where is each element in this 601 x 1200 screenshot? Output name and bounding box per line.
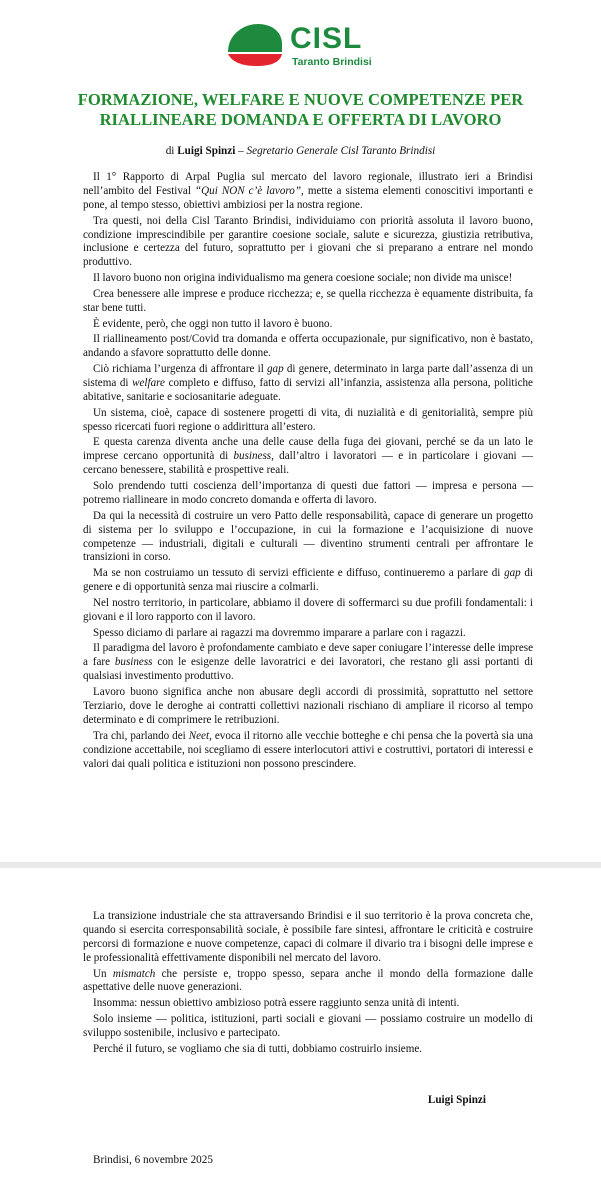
emphasis-text: “Qui NON c’è lavoro”: [194, 184, 301, 197]
paragraph-text: Insomma: nessun obiettivo ambizioso potrà essere raggiunto senza unità di intenti.: [93, 997, 460, 1010]
paragraph: [83, 215, 533, 271]
paragraph: [83, 407, 533, 435]
paragraph: [83, 318, 533, 332]
paragraph: [83, 171, 533, 213]
paragraph-text: Perché il futuro, se vogliamo che sia di tutti, dobbiamo costruirlo insieme.: [93, 1042, 423, 1055]
paragraph: [83, 910, 533, 966]
paragraph: [83, 686, 533, 728]
paragraph: [83, 730, 533, 772]
byline: [20, 144, 581, 158]
paragraph: [83, 363, 533, 405]
emphasis-text: gap: [266, 363, 284, 376]
dateline: Brindisi, 6 novembre 2025: [93, 1154, 213, 1166]
paragraph-text: Il 1° Rapporto di Arpal Puglia sul mercato del lavoro regionale, illustrato ieri a Brindisi nell’ambito del Festival: [83, 171, 533, 197]
paragraph: [83, 1013, 533, 1041]
byline-role: Segretario Generale Cisl Taranto Brindisi: [246, 145, 436, 157]
title-line: RIALLINEARE DOMANDA E OFFERTA DI LAVORO: [99, 110, 502, 129]
paragraph: [83, 1043, 533, 1057]
emphasis-text: welfare: [132, 377, 165, 390]
cisl-logo-mark-icon: [226, 22, 286, 66]
paragraph-text: È evidente, però, che oggi non tutto il lavoro è buono.: [93, 317, 333, 330]
emphasis-text: gap: [504, 567, 521, 580]
paragraph-text: , dall’altro i lavoratori — e in particolare i giovani — cercano benessere, stabilità e prospettive reali.: [83, 450, 533, 477]
paragraph-text: Crea benessere alle imprese e produce ricchezza; e, se quella ricchezza è equamente distribuita, fa star bene tutti.: [83, 287, 533, 314]
paragraph-text: Ma se non costruiamo un tessuto di servizi efficiente e diffuso, continueremo a parlare di: [93, 567, 505, 580]
byline-prefix: di: [165, 145, 178, 157]
paragraph-text: di genere e di opportunità senza mai riuscire a colmarli.: [83, 567, 534, 594]
paragraph-text: Lavoro buono significa anche non abusare degli accordi di prossimità, soprattutto nel settore Terziario, dove le deroghe ai contratti collettivi nazionali rischiano di ampliare il ricorso al tempo determinato e di comprimere le retribuzioni.: [83, 686, 533, 726]
paragraph-text: La transizione industriale che sta attraversando Brindisi e il suo territorio è la prova concreta che, quando si esercita corresponsabilità sociale, è possibile fare sintesi, affrontare le criticità e costruire percorsi di formazione e nuove competenze, capaci di colmare il divario tra i bisogni delle imprese e le professionalità effettivamente disponibili nel mercato del lavoro.: [83, 910, 533, 964]
paragraph: [83, 968, 533, 996]
page-title: [20, 90, 581, 130]
paragraph-text: Il paradigma del lavoro è profondamente cambiato e deve saper coniugare l’interesse delle imprese a fare: [83, 642, 533, 669]
paragraph: [83, 333, 533, 361]
paragraph-text: Tra questi, noi della Cisl Taranto Brindisi, individuiamo con priorità assoluta il lavoro buono, condizione imprescindibile per garantire coesione sociale, salute e sicurezza, giustizia retributiva, inclusione e certezza del futuro, soprattutto per i giovani che si preparano a entrare nel mondo produttivo.: [83, 214, 533, 269]
paragraph-text: che persiste e, troppo spesso, separa anche il mondo della formazione dalle aspettative delle nuove generazioni.: [83, 967, 533, 994]
paragraph-text: Solo prendendo tutti coscienza dell’importanza di questi due fattori — impresa e persona — potremo riallineare in modo concreto domanda e offerta di lavoro.: [83, 480, 533, 506]
article-body-page-2: [83, 910, 533, 1059]
paragraph-text: Da qui la necessità di costruire un vero Patto delle responsabilità, capace di generare un progetto di sistema per lo sviluppo e l’occupazione, in cui la formazione e l’acquisizione di nuove competenze — industriali, digitali e culturali — diventino strumenti centrali per affrontare le transizioni in corso.: [83, 509, 533, 564]
emphasis-text: business: [233, 450, 272, 463]
paragraph-text: completo e diffuso, fatto di servizi all’infanzia, assistenza alla persona, politiche abitative, sanitarie e sociosanitarie adeguate.: [83, 377, 533, 403]
paragraph-text: , mette a sistema elementi conoscitivi importanti e pone, al tempo stesso, obiettivi ambiziosi per la nostra regione.: [83, 184, 533, 211]
logo-subtitle: Taranto Brindisi: [292, 56, 372, 68]
emphasis-text: business: [114, 656, 153, 669]
paragraph: [83, 436, 533, 478]
article-body-page-1: [83, 171, 533, 773]
paragraph: [83, 288, 533, 316]
signature: Luigi Spinzi: [427, 1094, 486, 1106]
paragraph: [83, 510, 533, 566]
paragraph-text: Nel nostro territorio, in particolare, abbiamo il dovere di soffermarci su due profili fondamentali: i giovani e il loro rapporto con il lavoro.: [83, 596, 533, 623]
paragraph: [83, 642, 533, 684]
paragraph-text: con le esigenze delle lavoratrici e dei lavoratori, che restano gli assi portanti di qualsiasi investimento produttivo.: [83, 656, 533, 683]
title-line: FORMAZIONE, WELFARE E NUOVE COMPETENZE PER: [77, 90, 524, 109]
paragraph: [83, 480, 533, 508]
paragraph-text: Il lavoro buono non origina individualismo ma genera coesione sociale; non divide ma unisce!: [93, 272, 513, 285]
paragraph-text: Spesso diciamo di parlare ai ragazzi ma dovremmo imparare a parlare con i ragazzi.: [93, 626, 466, 639]
paragraph: [83, 997, 533, 1011]
paragraph-text: di genere, determinato in larga parte dall’assenza di un sistema di: [83, 363, 533, 390]
paragraph-text: Un sistema, cioè, capace di sostenere progetti di vita, di nuzialità e di genitorialità, sempre più spesso ricercati fuori regione o addirittura all’estero.: [83, 406, 533, 433]
paragraph-text: Il riallineamento post/Covid tra domanda e offerta occupazionale, pur significativo, non è bastato, andando a sfavore soprattutto delle donne.: [83, 333, 533, 360]
paragraph-text: Solo insieme — politica, istituzioni, parti sociali e giovani — possiamo costruire un modello di sviluppo sostenibile, inclusivo e partecipato.: [83, 1013, 533, 1039]
paragraph: [83, 627, 533, 641]
emphasis-text: mismatch: [112, 967, 156, 980]
cisl-logo: [226, 22, 386, 66]
paragraph-text: , evoca il ritorno alle vecchie botteghe e chi pensa che la povertà sia una condizione accettabile, noi scegliamo di essere interlocutori attivi e costruttivi, portatori di interessi e valori dai quali politica e istituzioni non possono prescindere.: [83, 729, 533, 770]
paragraph-text: Un: [93, 967, 113, 980]
byline-separator: –: [235, 145, 247, 157]
logo-wordmark: CISL: [290, 22, 363, 55]
paragraph-text: Tra chi, parlando dei: [93, 729, 189, 742]
paragraph-text: Ciò richiama l’urgenza di affrontare il: [93, 363, 267, 376]
byline-author: Luigi Spinzi: [177, 145, 236, 157]
paragraph: [83, 567, 533, 595]
paragraph: [83, 272, 533, 286]
emphasis-text: Neet: [188, 729, 210, 742]
paragraph-text: E questa carenza diventa anche una delle cause della fuga dei giovani, perché se da un lato le imprese cercano opportunità di: [83, 436, 533, 463]
paragraph: [83, 597, 533, 625]
